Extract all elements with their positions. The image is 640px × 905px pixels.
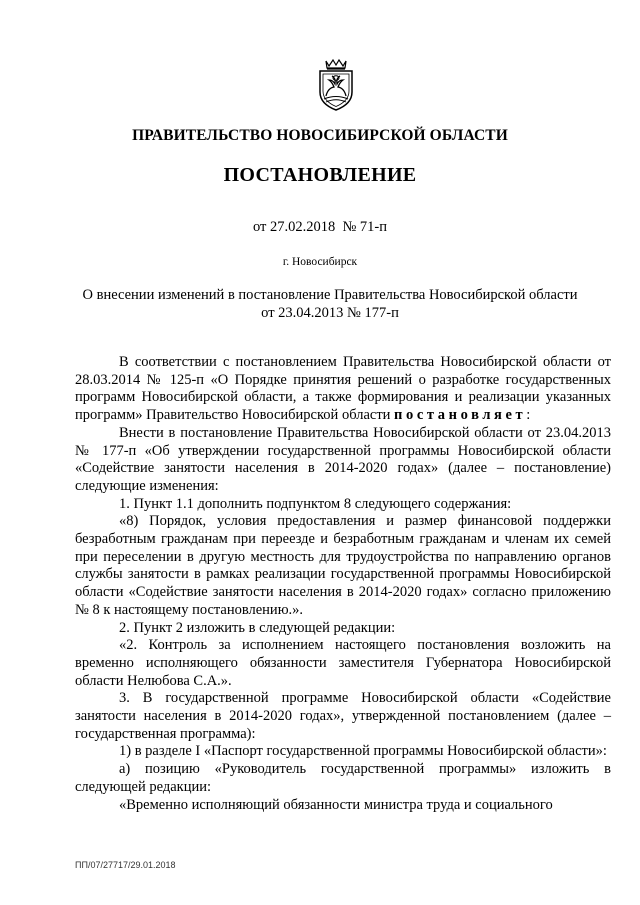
government-title: ПРАВИТЕЛЬСТВО НОВОСИБИРСКОЙ ОБЛАСТИ [132,127,508,144]
paragraph-item-1: 1. Пункт 1.1 дополнить подпунктом 8 следующего содержания: [119,495,512,512]
resolves-word: постановляет [394,407,527,424]
paragraph-item-2: 2. Пункт 2 изложить в следующей редакции: [119,619,396,636]
document-type: ПОСТАНОВЛЕНИЕ [223,164,417,186]
paragraph-item-1-text: «8) Порядок, условия предоставления и размер финансовой поддержки безработным гражданам при переезде и безработным гражданам и членам их семей при переселении в другую местность для трудоустройства по направлению органов службы занятости в рамках реализации государственной программы Новосибирской области «Содействие занятости населения в 2014-2020 годах» согласно приложению № 8 к настоящему постановлению.». [75,513,611,618]
preamble-colon: : [526,407,531,424]
paragraph-item-3: 3. В государственной программе Новосибирской области «Содействие занятости населения в 2014-2020 годах», утвержденной постановлением (далее – государственная программа): [75,690,611,742]
subject-line-2: от 23.04.2013 № 177-п [261,305,399,321]
document-body [75,354,611,814]
document-city: г. Новосибирск [282,256,358,268]
document-subject [60,286,600,322]
subject-line-1: О внесении изменений в постановление Правительства Новосибирской области [82,287,578,303]
paragraph-item-3-1: 1) в разделе I «Паспорт государственной программы Новосибирской области»: [119,743,607,760]
paragraph-amend-intro: Внести в постановление Правительства Новосибирской области от 23.04.2013 № 177-п «Об утверждении государственной программы Новосибирской области «Содействие занятости населения в 2014-2020 годах» (далее – постановление) следующие изменения: [75,424,611,494]
paragraph-preamble [75,354,611,425]
coat-of-arms-icon [314,58,358,112]
paragraph-item-2-text: «2. Контроль за исполнением настоящего постановления возложить на временно исполняющего обязанности заместителя Губернатора Новосибирской области Нелюбова С.А.». [75,637,611,689]
footer-document-code: ПП/07/27717/29.01.2018 [75,860,176,870]
paragraph-item-3-1-a: а) позицию «Руководитель государственной программы» изложить в следующей редакции: [75,761,611,795]
preamble-text: В соответствии с постановлением Правительства Новосибирской области от 28.03.2014 № 125-п «О Порядке принятия решений о разработке государственных программ Новосибирской области, а также формирования и реализации указанных программ» Правительство Новосибирской области [75,354,611,424]
paragraph-item-3-1-a-text: «Временно исполняющий обязанности министра труда и социального [119,796,553,813]
document-date-number: от 27.02.2018 № 71-п [252,219,388,235]
